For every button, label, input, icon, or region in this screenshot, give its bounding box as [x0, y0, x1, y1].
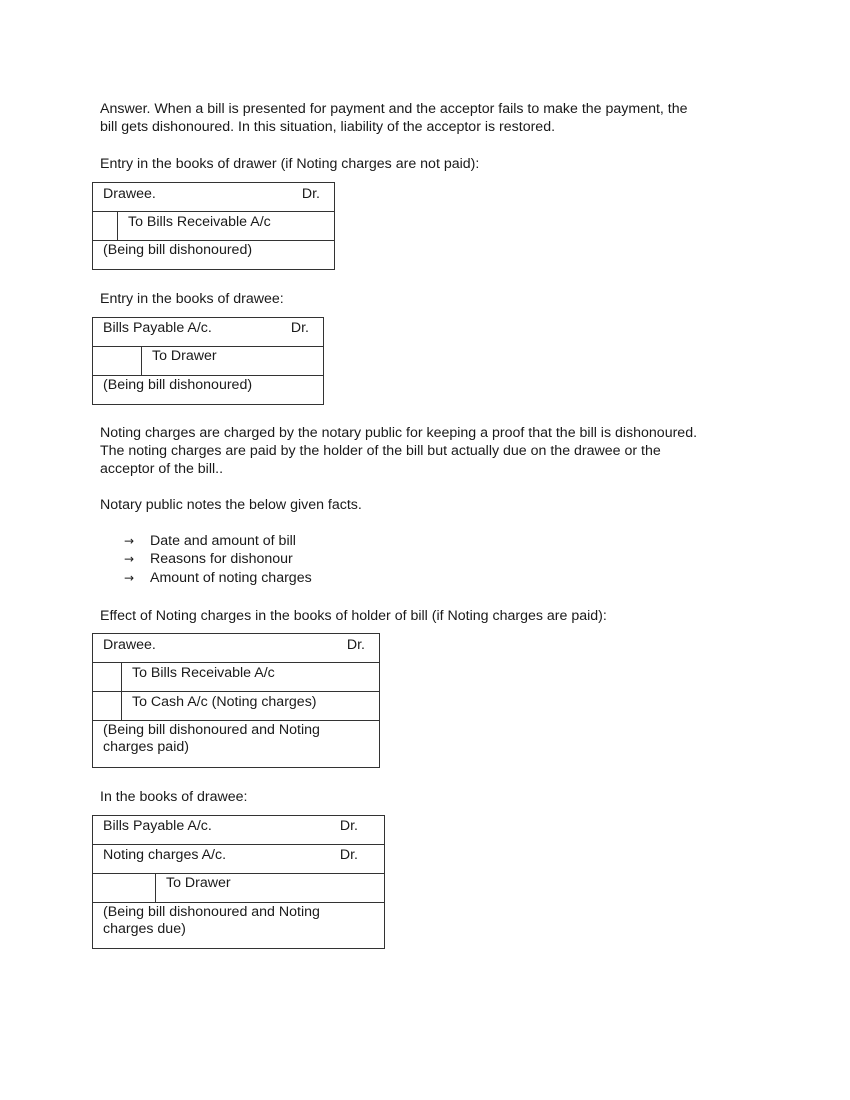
debit-row-1 — [93, 816, 385, 845]
narration-line-1: (Being bill dishonoured and Noting — [103, 722, 320, 738]
credit-account-2: To Cash A/c (Noting charges) — [122, 692, 380, 721]
arrow-icon: → — [124, 534, 135, 548]
dr-label: Dr. — [301, 186, 321, 202]
narration — [93, 903, 385, 949]
drawer-entry-heading: Entry in the books of drawer (if Noting charges are not paid): — [100, 156, 480, 172]
dr-label: Dr. — [339, 818, 358, 834]
list-item — [124, 569, 312, 587]
intro-line-1: Answer. When a bill is presented for payment and the acceptor fails to make the payment, the — [100, 101, 688, 117]
debit-row — [93, 634, 380, 663]
drawee-noting-heading: In the books of drawee: — [100, 789, 248, 805]
credit-account: To Drawer — [142, 347, 324, 376]
list-item — [124, 550, 312, 568]
debit-row-2 — [93, 845, 385, 874]
noting-line-2: The noting charges are paid by the holder of the bill but actually due on the drawee or the — [100, 443, 661, 459]
narration — [93, 721, 380, 768]
narration-line-2: charges due) — [103, 921, 186, 937]
narration-line-1: (Being bill dishonoured and Noting — [103, 904, 320, 920]
holder-entry-heading: Effect of Noting charges in the books of holder of bill (if Noting charges are paid): — [100, 608, 607, 624]
narration: (Being bill dishonoured) — [93, 241, 335, 270]
list-item — [124, 532, 312, 550]
indent-cell — [93, 663, 122, 692]
debit-account: Bills Payable A/c. — [103, 320, 212, 336]
arrow-icon: → — [124, 570, 135, 585]
fact-text: Date and amount of bill — [150, 533, 296, 549]
indent-cell — [93, 692, 122, 721]
drawer-journal-entry — [92, 182, 335, 270]
notary-heading: Notary public notes the below given facts. — [100, 497, 362, 513]
debit-row — [93, 318, 324, 347]
fact-text: Reasons for dishonour — [150, 551, 293, 568]
intro-line-2: bill gets dishonoured. In this situation, liability of the acceptor is restored. — [100, 119, 556, 135]
debit-account: Drawee. — [103, 637, 156, 653]
dr-label: Dr. — [339, 847, 358, 863]
noting-line-1: Noting charges are charged by the notary public for keeping a proof that the bill is dishonoured. — [100, 425, 698, 441]
indent-cell — [93, 212, 118, 241]
narration-line-2: charges paid) — [103, 739, 189, 755]
indent-cell — [93, 874, 156, 903]
debit-account-1: Bills Payable A/c. — [103, 818, 212, 834]
fact-text: Amount of noting charges — [150, 569, 312, 586]
holder-journal-entry — [92, 633, 380, 768]
arrow-icon: → — [124, 552, 135, 567]
intro-paragraph — [100, 100, 760, 136]
notary-facts-list — [124, 532, 312, 587]
dr-label: Dr. — [290, 320, 309, 336]
dr-label: Dr. — [346, 637, 366, 653]
debit-row — [93, 183, 335, 212]
drawee-entry-heading: Entry in the books of drawee: — [100, 291, 284, 307]
debit-account: Drawee. — [103, 186, 156, 202]
narration: (Being bill dishonoured) — [93, 376, 324, 405]
noting-description — [100, 424, 800, 478]
indent-cell — [93, 347, 142, 376]
credit-account-1: To Bills Receivable A/c — [122, 663, 380, 692]
noting-line-3: acceptor of the bill.. — [100, 461, 224, 477]
credit-account: To Drawer — [156, 874, 385, 903]
drawee-noting-journal-entry — [92, 815, 385, 949]
debit-account-2: Noting charges A/c. — [103, 847, 227, 863]
drawee-journal-entry — [92, 317, 324, 405]
credit-account: To Bills Receivable A/c — [118, 212, 335, 241]
